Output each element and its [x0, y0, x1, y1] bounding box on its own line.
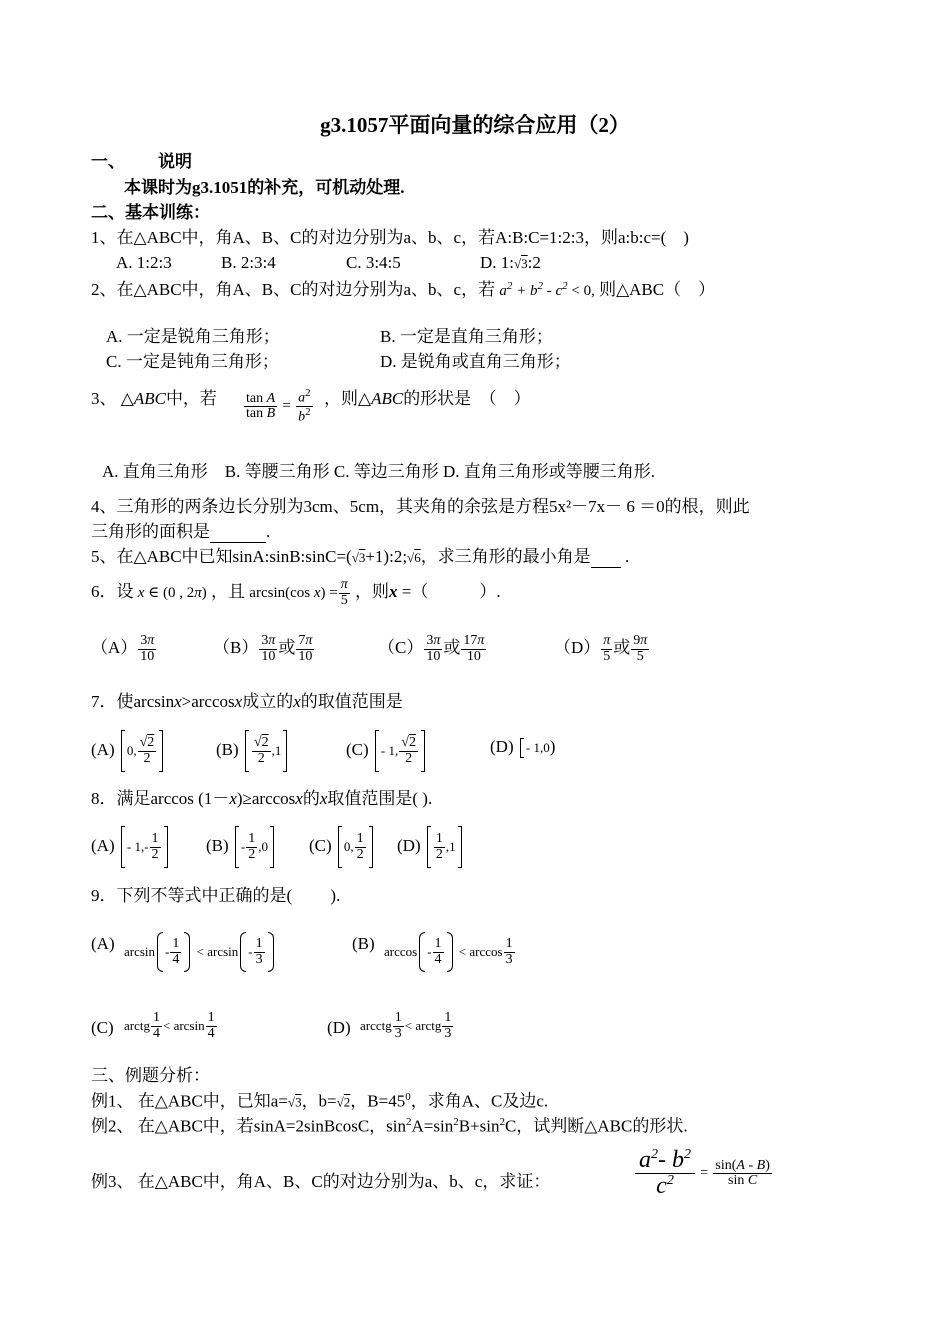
q9-stem: 9．下列不等式中正确的是( ). [91, 886, 341, 905]
q2-option-b: B. 一定是直角三角形； [380, 327, 553, 346]
q3-options: A. 直角三角形 B. 等腰三角形 C. 等边三角形 D. 直角三角形或等腰三角形. [102, 462, 655, 481]
q3-fraction-formula: $\frac{\text{tan A}}{\text{tan B}}$ = $\frac{a^2}{b^2}$ [246, 387, 311, 425]
q9-option-c-formula: arctg $\frac{1}{4}$ < arcsin $\frac{1}{4}$ [124, 1010, 215, 1041]
example-1: 例1、 在△ABC中，已知a=√3，b=√2，$B=45^0$，求角A、C及边c. [91, 1091, 549, 1111]
q8-stem: 8．满足arccos (1－x)≥arccosx的x取值范围是( ). [91, 789, 433, 808]
q9-option-a-formula: arcsin - $\frac{1}{4}$ < arcsin - $\frac{1}{3}$ [124, 932, 276, 972]
q7-stem: 7．使arcsinx>arccosx成立的x的取值范围是 [91, 692, 403, 711]
q9-option-b-label: (B) [352, 934, 375, 953]
q1-option-b: B. 2:3:4 [221, 253, 276, 272]
q6-arcsin-formula: arcsin(cos x) = [249, 585, 338, 602]
q8-option-d: (D) $\frac{1}{2}$ ,1 [397, 826, 464, 868]
q4-line-2: 三角形的面积是 . [91, 522, 271, 541]
q1-option-d: D. 1:√3:2 [480, 253, 541, 272]
q6-option-b: （B） $\frac{3\pi}{10}$ 或 $\frac{7\pi}{10}$ [213, 633, 313, 664]
q7-option-d: (D) - 1,0) [490, 737, 555, 758]
q2-stem: 2、在△ABC中，角A、B、C的对边分别为a、b、c，若 $a^2 + b^2 - c^2 < 0$, 则△ABC（ ） [91, 280, 716, 299]
page-title: g3.1057平面向量的综合应用（2） [320, 113, 630, 137]
q8-option-b: (B) - $\frac{1}{2}$ ,0 [206, 826, 276, 868]
q6-option-a: （A） $\frac{3\pi}{10}$ [91, 633, 155, 664]
section-2-heading: 二、基本训练： [91, 203, 210, 222]
section-1-heading: 说明 [158, 152, 192, 171]
q2-option-a: A. 一定是锐角三角形； [106, 327, 280, 346]
q6-stem: 6．设 x ∈ (0 , 2π) ，且 arcsin(cos x) = $\frac{\pi}{5}$ ，则x =（ ）. [91, 577, 501, 608]
q8-option-a: (A) - 1,- $\frac{1}{2}$ [91, 826, 170, 868]
q3-stem-tail: ，则△ABC的形状是 （ ） [324, 389, 531, 408]
q6-option-d: （D） $\frac{\pi}{5}$ 或 $\frac{9\pi}{5}$ [554, 633, 648, 664]
q2-option-c: C. 一定是钝角三角形； [106, 352, 279, 371]
q4-line-1: 4、三角形的两条边长分别为3cm、5cm，其夹角的余弦是方程5x²－7x－ 6 ＝0的根，则此 [91, 497, 750, 516]
q1-option-a: A. 1:2:3 [116, 253, 172, 272]
q3-stem: 3、 △ABC中，若 [91, 389, 217, 408]
section-1-number: 一、 [91, 152, 125, 171]
q7-option-c: (C) - 1, $\frac{√2}{2}$ [346, 730, 427, 772]
section-1-body: 本课时为g3.1051的补充，可机动处理. [124, 178, 405, 197]
example-3-identity-formula: $\frac{a^2- b^2}{c^2}$ = $\frac{\sin(A - B)}{\text{sin C}}$ [634, 1148, 773, 1199]
q9-option-a-label: (A) [91, 934, 115, 953]
q2-option-d: D. 是锐角或直角三角形； [380, 352, 571, 371]
q9-option-b-formula: arccos - $\frac{1}{4}$ < arccos $\frac{1}{3}$ [384, 932, 516, 972]
q9-option-d-formula: arcctg $\frac{1}{3}$ < arctg $\frac{1}{3}$ [360, 1010, 452, 1041]
q1-stem: 1、在△ABC中，角A、B、C的对边分别为a、b、c，若A:B:C=1:2:3，则a:b:c=( ) [91, 228, 689, 247]
q2-condition-formula: $a^2 + b^2 - c^2$ [499, 280, 568, 299]
q9-option-c-label: (C) [91, 1018, 114, 1037]
q5-stem: 5、在△ABC中已知sinA:sinB:sinC=(√3+1):2;√6，求三角形的最小角是 . [91, 547, 630, 566]
q8-option-c: (C) 0, $\frac{1}{2}$ [309, 826, 375, 868]
q9-option-d-label: (D) [327, 1018, 351, 1037]
q6-domain-formula: x ∈ (0 , 2π) [137, 585, 207, 602]
q7-option-a: (A) 0, $\frac{√2}{2}$ [91, 730, 165, 772]
example-2: 例2、 在△ABC中，若sinA=2sinBcosC，$\sin^2A=\sin^2B+\sin^2C$，试判断△ABC的形状. [91, 1116, 688, 1136]
section-3-heading: 三、例题分析： [91, 1066, 210, 1085]
q6-option-c: （C） $\frac{3\pi}{10}$ 或 $\frac{17\pi}{10}$ [378, 633, 485, 664]
q7-option-b: (B) $\frac{√2}{2}$ ,1 [216, 730, 289, 772]
q1-option-c: C. 3:4:5 [346, 253, 401, 272]
example-3: 例3、 在△ABC中，角A、B、C的对边分别为a、b、c，求证： [91, 1172, 551, 1191]
